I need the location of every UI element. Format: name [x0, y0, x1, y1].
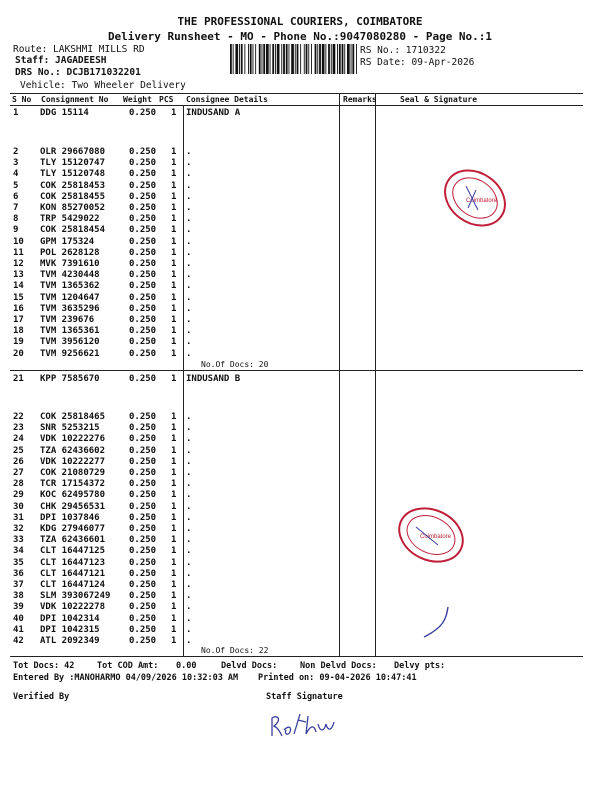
row-sno: 9 — [13, 225, 19, 236]
row-pcs: 1 — [171, 303, 177, 314]
row-sno: 1 — [13, 108, 19, 118]
row-consignment: COK 21080729 — [40, 468, 106, 478]
row-consignment: TRP 5429022 — [40, 214, 100, 225]
row-pcs: 1 — [171, 535, 177, 546]
row-sno: 16 — [13, 303, 24, 314]
pen-mark — [420, 605, 452, 641]
row-pcs: 1 — [171, 423, 177, 434]
table-row — [0, 304, 600, 315]
row-details: . — [186, 557, 192, 568]
row-consignment: SLM 393067249 — [40, 591, 111, 602]
stamp-center-text: Coimbatore — [420, 534, 452, 540]
row-sno: 11 — [13, 247, 24, 258]
row-weight: 0.250 — [129, 512, 157, 523]
row-consignment: VDK 10222277 — [40, 456, 106, 467]
row-consignment: TCR 17154372 — [40, 479, 106, 490]
table-row — [0, 337, 600, 348]
row-details: . — [186, 456, 192, 467]
row-consignment: TZA 62436602 — [40, 445, 106, 456]
row-details: . — [186, 412, 192, 422]
row-sno: 19 — [13, 337, 24, 348]
row-consignment: COK 25818454 — [40, 225, 106, 236]
row-sno: 29 — [13, 490, 24, 501]
row-weight: 0.250 — [129, 214, 157, 225]
row-details: . — [186, 613, 192, 624]
row-consignment: COK 25818455 — [40, 191, 106, 202]
stamp-center-text: Coimbatore — [466, 198, 498, 204]
row-sno: 6 — [13, 191, 19, 202]
table-row — [0, 270, 600, 281]
row-sno: 40 — [13, 613, 24, 624]
drs-number: DRS No.: DCJB171032201 — [15, 67, 141, 78]
row-details: . — [186, 468, 192, 478]
row-sno: 4 — [13, 169, 19, 180]
row-details: . — [186, 568, 192, 579]
row-weight: 0.250 — [129, 180, 157, 191]
row-sno: 7 — [13, 203, 19, 213]
row-consignment: COK 25818453 — [40, 180, 106, 191]
table-top-border — [10, 93, 583, 94]
row-details: . — [186, 512, 192, 523]
row-consignment: KDG 27946077 — [40, 524, 106, 534]
row-weight: 0.250 — [129, 456, 157, 467]
row-weight: 0.250 — [129, 479, 157, 490]
table-row — [0, 569, 600, 580]
row-weight: 0.250 — [129, 591, 157, 602]
row-sno: 28 — [13, 479, 24, 490]
row-pcs: 1 — [171, 292, 177, 303]
row-pcs: 1 — [171, 412, 177, 422]
row-pcs: 1 — [171, 456, 177, 467]
row-weight: 0.250 — [129, 169, 157, 180]
table-row — [0, 502, 600, 513]
company-title: THE PROFESSIONAL COURIERS, COIMBATORE — [177, 15, 423, 28]
row-consignment: CLT 16447125 — [40, 546, 106, 557]
row-weight: 0.250 — [129, 636, 157, 646]
row-weight: 0.250 — [129, 191, 157, 202]
col-header-consignment: Consignment No — [41, 95, 109, 104]
table-row — [0, 293, 600, 304]
row-sno: 35 — [13, 557, 24, 568]
table-row — [0, 237, 600, 248]
staff-label: Staff: JAGADEESH — [15, 55, 107, 66]
row-consignment: DDG 15114 — [40, 108, 89, 118]
row-sno: 3 — [13, 158, 19, 169]
table-row — [0, 446, 600, 457]
row-weight: 0.250 — [129, 501, 157, 512]
row-pcs: 1 — [171, 580, 177, 590]
table-row — [0, 524, 600, 535]
row-consignment: GPM 175324 — [40, 236, 95, 247]
row-details: . — [186, 445, 192, 456]
row-details: . — [186, 602, 192, 613]
col-header-pcs: PCS — [159, 95, 174, 104]
row-sno: 13 — [13, 270, 24, 281]
row-weight: 0.250 — [129, 412, 157, 422]
row-details: . — [186, 546, 192, 557]
rs-number: RS No.: 1710322 — [360, 45, 446, 56]
row-pcs: 1 — [171, 613, 177, 624]
total-docs: Tot Docs: 42 — [13, 661, 75, 671]
row-sno: 32 — [13, 524, 24, 534]
entered-by: Entered By :MANOHARMO 04/09/2026 10:32:03 AM — [13, 673, 239, 683]
delivered-docs: Delvd Docs: — [221, 661, 278, 671]
row-pcs: 1 — [171, 434, 177, 445]
row-weight: 0.250 — [129, 546, 157, 557]
row-weight: 0.250 — [129, 602, 157, 613]
staff-signature — [268, 710, 338, 740]
table-row — [0, 326, 600, 337]
table-row — [0, 490, 600, 501]
row-details: . — [186, 434, 192, 445]
table-row — [0, 259, 600, 270]
row-pcs: 1 — [171, 147, 177, 157]
row-pcs: 1 — [171, 374, 177, 384]
bank-stamp — [436, 168, 514, 228]
row-consignment: TLY 15120748 — [40, 169, 106, 180]
table-row — [0, 434, 600, 445]
row-pcs: 1 — [171, 445, 177, 456]
row-pcs: 1 — [171, 546, 177, 557]
row-consignment: DPI 1042315 — [40, 624, 100, 635]
row-sno: 18 — [13, 326, 24, 337]
row-details: . — [186, 636, 192, 646]
row-sno: 41 — [13, 624, 24, 635]
row-weight: 0.250 — [129, 348, 157, 359]
barcode — [230, 44, 358, 74]
row-sno: 5 — [13, 180, 19, 191]
row-pcs: 1 — [171, 591, 177, 602]
row-weight: 0.250 — [129, 568, 157, 579]
row-details: . — [186, 315, 192, 325]
row-pcs: 1 — [171, 501, 177, 512]
row-consignment: TVM 1365361 — [40, 326, 100, 337]
row-weight: 0.250 — [129, 580, 157, 590]
row-sno: 2 — [13, 147, 19, 157]
row-sno: 14 — [13, 281, 24, 292]
row-pcs: 1 — [171, 158, 177, 169]
table-row — [0, 591, 600, 602]
row-consignment: TVM 9256621 — [40, 348, 100, 359]
row-weight: 0.250 — [129, 203, 157, 213]
row-consignment: SNR 5253215 — [40, 423, 100, 434]
row-pcs: 1 — [171, 236, 177, 247]
row-pcs: 1 — [171, 315, 177, 325]
table-row — [0, 108, 600, 119]
row-details: . — [186, 236, 192, 247]
table-row — [0, 349, 600, 360]
row-consignment: POL 2628128 — [40, 247, 100, 258]
row-consignment: KON 85270052 — [40, 203, 106, 213]
no-of-docs: No.Of Docs: 22 — [201, 646, 269, 655]
row-weight: 0.250 — [129, 613, 157, 624]
col-header-details: Consignee Details — [186, 95, 268, 104]
row-details: . — [186, 524, 192, 534]
row-pcs: 1 — [171, 281, 177, 292]
row-sno: 26 — [13, 456, 24, 467]
table-row — [0, 248, 600, 259]
row-consignment: MVK 7391610 — [40, 259, 100, 269]
row-weight: 0.250 — [129, 247, 157, 258]
rs-date: RS Date: 09-Apr-2026 — [360, 57, 475, 68]
row-weight: 0.250 — [129, 445, 157, 456]
table-row — [0, 479, 600, 490]
row-pcs: 1 — [171, 479, 177, 490]
table-row — [0, 374, 600, 385]
row-details: . — [186, 214, 192, 225]
row-sno: 27 — [13, 468, 24, 478]
runsheet-title: Delivery Runsheet - MO - Phone No.:9047080280 - Page No.:1 — [107, 30, 493, 43]
row-consignment: CLT 16447123 — [40, 557, 106, 568]
col-header-seal: Seal & Signature — [400, 95, 478, 104]
non-delivered-docs: Non Delvd Docs: — [300, 661, 377, 671]
row-details: . — [186, 191, 192, 202]
row-weight: 0.250 — [129, 468, 157, 478]
row-sno: 12 — [13, 259, 24, 269]
row-details: INDUSAND B — [186, 374, 241, 384]
row-pcs: 1 — [171, 512, 177, 523]
row-sno: 34 — [13, 546, 24, 557]
row-weight: 0.250 — [129, 158, 157, 169]
row-consignment: TVM 3635296 — [40, 303, 100, 314]
row-sno: 30 — [13, 501, 24, 512]
row-details: . — [186, 423, 192, 434]
row-consignment: ATL 2092349 — [40, 636, 100, 646]
row-consignment: VDK 10222278 — [40, 602, 106, 613]
row-sno: 37 — [13, 580, 24, 590]
row-weight: 0.250 — [129, 337, 157, 348]
verified-by-label: Verified By — [13, 692, 70, 702]
row-details: . — [186, 303, 192, 314]
col-header-sno: S No — [12, 95, 32, 104]
table-row — [0, 602, 600, 613]
row-pcs: 1 — [171, 203, 177, 213]
row-sno: 39 — [13, 602, 24, 613]
row-consignment: TVM 4230448 — [40, 270, 100, 281]
row-details: . — [186, 479, 192, 490]
row-sno: 31 — [13, 512, 24, 523]
row-weight: 0.250 — [129, 326, 157, 337]
table-row — [0, 636, 600, 647]
row-sno: 20 — [13, 348, 24, 359]
row-consignment: COK 25818465 — [40, 412, 106, 422]
bank-stamp — [392, 505, 470, 565]
row-weight: 0.250 — [129, 624, 157, 635]
row-weight: 0.250 — [129, 259, 157, 269]
row-details: . — [186, 292, 192, 303]
row-details: . — [186, 490, 192, 501]
row-details: . — [186, 535, 192, 546]
row-weight: 0.250 — [129, 535, 157, 546]
row-details: . — [186, 180, 192, 191]
row-pcs: 1 — [171, 624, 177, 635]
group-separator — [10, 370, 583, 371]
row-details: . — [186, 158, 192, 169]
row-weight: 0.250 — [129, 108, 157, 118]
row-consignment: TZA 62436601 — [40, 535, 106, 546]
row-weight: 0.250 — [129, 147, 157, 157]
table-bottom-border — [10, 656, 583, 657]
row-pcs: 1 — [171, 557, 177, 568]
row-weight: 0.250 — [129, 281, 157, 292]
row-consignment: DPI 1042314 — [40, 613, 100, 624]
col-header-remarks: Remarks — [343, 95, 377, 104]
row-consignment: VDK 10222276 — [40, 434, 106, 445]
row-details: . — [186, 169, 192, 180]
row-sno: 38 — [13, 591, 24, 602]
row-pcs: 1 — [171, 602, 177, 613]
table-row — [0, 468, 600, 479]
row-consignment: TVM 1204647 — [40, 292, 100, 303]
table-row — [0, 412, 600, 423]
table-row — [0, 535, 600, 546]
row-sno: 8 — [13, 214, 19, 225]
row-consignment: TVM 1365362 — [40, 281, 100, 292]
row-details: INDUSAND A — [186, 108, 241, 118]
row-weight: 0.250 — [129, 292, 157, 303]
table-row — [0, 558, 600, 569]
row-pcs: 1 — [171, 568, 177, 579]
row-consignment: TVM 239676 — [40, 315, 95, 325]
row-sno: 42 — [13, 636, 24, 646]
row-pcs: 1 — [171, 490, 177, 501]
row-pcs: 1 — [171, 108, 177, 118]
row-consignment: CLT 16447124 — [40, 580, 106, 590]
row-details: . — [186, 147, 192, 157]
row-pcs: 1 — [171, 191, 177, 202]
row-weight: 0.250 — [129, 423, 157, 434]
total-cod-label: Tot COD Amt: — [97, 661, 159, 671]
row-details: . — [186, 225, 192, 236]
delivery-points: Delvy pts: — [394, 661, 446, 671]
col-header-weight: Weight — [123, 95, 152, 104]
table-row — [0, 147, 600, 158]
row-consignment: OLR 29667080 — [40, 147, 106, 157]
row-consignment: KPP 7585670 — [40, 374, 100, 384]
row-details: . — [186, 259, 192, 269]
row-pcs: 1 — [171, 259, 177, 269]
row-pcs: 1 — [171, 348, 177, 359]
table-row — [0, 614, 600, 625]
row-pcs: 1 — [171, 169, 177, 180]
row-pcs: 1 — [171, 270, 177, 281]
row-details: . — [186, 326, 192, 337]
no-of-docs: No.Of Docs: 20 — [201, 360, 269, 369]
vehicle-label: Vehicle: Two Wheeler Delivery — [20, 80, 186, 91]
row-consignment: DPI 1037846 — [40, 512, 100, 523]
row-pcs: 1 — [171, 214, 177, 225]
row-pcs: 1 — [171, 337, 177, 348]
row-details: . — [186, 203, 192, 213]
staff-signature-label: Staff Signature — [266, 692, 343, 702]
row-sno: 21 — [13, 374, 24, 384]
row-details: . — [186, 591, 192, 602]
row-sno: 10 — [13, 236, 24, 247]
row-pcs: 1 — [171, 524, 177, 534]
row-sno: 25 — [13, 445, 24, 456]
table-row — [0, 281, 600, 292]
row-consignment: CLT 16447121 — [40, 568, 106, 579]
row-details: . — [186, 337, 192, 348]
row-pcs: 1 — [171, 247, 177, 258]
row-sno: 36 — [13, 568, 24, 579]
row-details: . — [186, 580, 192, 590]
row-weight: 0.250 — [129, 303, 157, 314]
row-consignment: KOC 62495780 — [40, 490, 106, 501]
row-details: . — [186, 624, 192, 635]
row-weight: 0.250 — [129, 374, 157, 384]
table-row — [0, 315, 600, 326]
row-sno: 22 — [13, 412, 24, 422]
row-weight: 0.250 — [129, 557, 157, 568]
row-details: . — [186, 501, 192, 512]
row-sno: 15 — [13, 292, 24, 303]
row-weight: 0.250 — [129, 236, 157, 247]
table-row — [0, 513, 600, 524]
total-cod-amount: 0.00 — [176, 661, 197, 671]
row-sno: 33 — [13, 535, 24, 546]
row-pcs: 1 — [171, 326, 177, 337]
header-bottom-border — [10, 105, 583, 106]
row-details: . — [186, 247, 192, 258]
row-consignment: TLY 15120747 — [40, 158, 106, 169]
row-weight: 0.250 — [129, 270, 157, 281]
row-details: . — [186, 348, 192, 359]
table-row — [0, 457, 600, 468]
row-consignment: TVM 3956120 — [40, 337, 100, 348]
row-weight: 0.250 — [129, 490, 157, 501]
table-row — [0, 423, 600, 434]
row-sno: 23 — [13, 423, 24, 434]
table-row — [0, 546, 600, 557]
row-weight: 0.250 — [129, 434, 157, 445]
row-pcs: 1 — [171, 468, 177, 478]
row-details: . — [186, 270, 192, 281]
route-label: Route: LAKSHMI MILLS RD — [13, 44, 145, 55]
row-pcs: 1 — [171, 225, 177, 236]
row-sno: 24 — [13, 434, 24, 445]
row-weight: 0.250 — [129, 524, 157, 534]
row-details: . — [186, 281, 192, 292]
row-weight: 0.250 — [129, 315, 157, 325]
row-consignment: CHK 29456531 — [40, 501, 106, 512]
row-pcs: 1 — [171, 636, 177, 646]
row-sno: 17 — [13, 315, 24, 325]
table-row — [0, 625, 600, 636]
table-row — [0, 580, 600, 591]
row-weight: 0.250 — [129, 225, 157, 236]
row-pcs: 1 — [171, 180, 177, 191]
printed-on: Printed on: 09-04-2026 10:47:41 — [258, 673, 417, 683]
